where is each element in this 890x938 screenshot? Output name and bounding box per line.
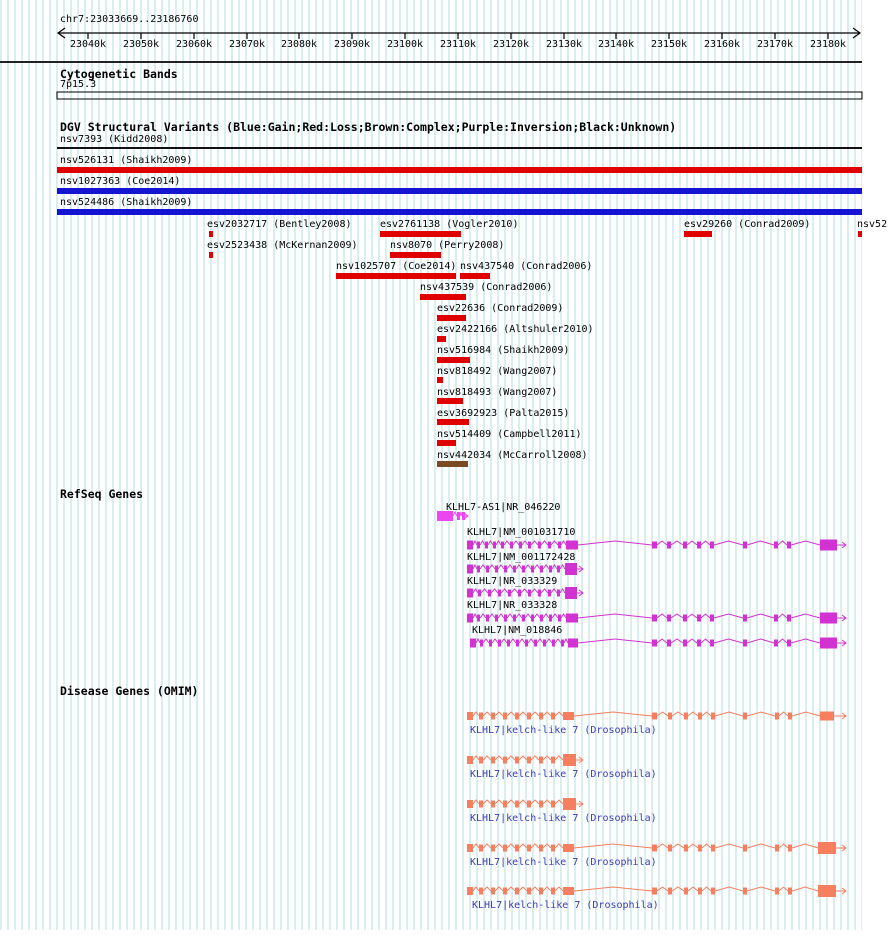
variant-bar[interactable] [437,377,443,383]
gene-glyph[interactable] [467,613,846,624]
variant-bar[interactable] [57,188,862,194]
variant-label: nsv1027363 (Coe2014) [60,176,181,187]
ruler-tick-label: 23070k [228,39,266,50]
ruler-tick-label: 23130k [545,39,583,50]
gene-label: KLHL7|kelch-like 7 (Drosophila) [470,813,657,824]
variant-bar[interactable] [380,231,461,237]
ruler-tick-label: 23160k [703,39,741,50]
variant-bar[interactable] [437,461,468,467]
variant-label: nsv514409 (Campbell2011) [437,429,582,440]
variant-label: nsv52 [857,219,888,230]
variant-label: nsv437540 (Conrad2006) [460,261,593,272]
ruler-tick-label: 23040k [69,39,107,50]
variant-label: esv29260 (Conrad2009) [684,219,811,230]
track-title-omim: Disease Genes (OMIM) [60,684,199,698]
variant-bar[interactable] [437,398,463,404]
variant-bar[interactable] [460,273,490,279]
variant-label: nsv526131 (Shaikh2009) [60,155,193,166]
variant-bar[interactable] [209,252,213,258]
variant-bar[interactable] [209,231,213,237]
ruler-tick-label: 23180k [809,39,847,50]
gene-label: KLHL7|NR_033328 [467,600,558,611]
cytoband-label: 7p15.3 [60,79,97,90]
variant-bar[interactable] [57,147,862,149]
variant-bar[interactable] [420,294,466,300]
gene-label: KLHL7|kelch-like 7 (Drosophila) [470,725,657,736]
ruler-tick-label: 23090k [333,39,371,50]
variant-bar[interactable] [437,336,446,342]
variant-bar[interactable] [57,167,862,173]
ruler-tick-label: 23150k [650,39,688,50]
variant-bar[interactable] [437,419,469,425]
gene-label: KLHL7|NR_033329 [467,576,558,587]
track-title-dgv: DGV Structural Variants (Blue:Gain;Red:Loss;Brown:Complex;Purple:Inversion;Black:Unknown) [60,120,677,134]
variant-label: esv2761138 (Vogler2010) [380,219,519,230]
variant-bar[interactable] [390,252,441,258]
gene-label: KLHL7|kelch-like 7 (Drosophila) [472,900,659,911]
variant-label: nsv524486 (Shaikh2009) [60,197,193,208]
variant-bar[interactable] [336,273,456,279]
gene-label: KLHL7|NM_001172428 [467,552,576,563]
track-title-cytobands: Cytogenetic Bands [60,67,178,81]
variant-label: nsv437539 (Conrad2006) [420,282,553,293]
variant-label: nsv516984 (Shaikh2009) [437,345,570,356]
gene-label: KLHL7|kelch-like 7 (Drosophila) [470,857,657,868]
variant-label: esv3692923 (Palta2015) [437,408,570,419]
variant-label: nsv7393 (Kidd2008) [60,134,169,145]
variant-bar[interactable] [437,440,456,446]
gene-glyph[interactable] [467,885,846,897]
section-divider [0,61,862,63]
variant-label: esv2523438 (McKernan2009) [207,240,358,251]
ruler-tick-label: 23110k [439,39,477,50]
ruler-tick-label: 23120k [492,39,530,50]
gene-glyph[interactable] [467,587,583,599]
ruler-tick-label: 23140k [597,39,635,50]
cytoband-box[interactable] [57,92,862,99]
variant-label: nsv818493 (Wang2007) [437,387,558,398]
variant-bar[interactable] [437,357,470,363]
gene-glyph[interactable] [470,638,846,649]
gene-glyph[interactable] [467,754,583,766]
variant-label: esv22636 (Conrad2009) [437,303,564,314]
ruler-tick-label: 23080k [280,39,318,50]
variant-bar[interactable] [858,231,862,237]
variant-bar[interactable] [437,315,466,321]
gene-label: KLHL7|NM_018846 [472,625,563,636]
variant-bar[interactable] [57,209,862,215]
ruler-tick-label: 23170k [756,39,794,50]
gene-glyph[interactable] [467,563,583,575]
variant-bar[interactable] [684,231,712,237]
gene-glyph[interactable] [467,540,846,551]
variant-label: nsv442034 (McCarroll2008) [437,450,588,461]
variant-label: esv2422166 (Altshuler2010) [437,324,594,335]
ruler-tick-label: 23100k [386,39,424,50]
variant-label: nsv8070 (Perry2008) [390,240,505,251]
variant-label: nsv818492 (Wang2007) [437,366,558,377]
gene-label: KLHL7-AS1|NR_046220 [446,502,561,513]
region-coordinates: chr7:23033669..23186760 [60,14,199,25]
track-title-refseq: RefSeq Genes [60,487,144,501]
gene-glyph[interactable] [467,798,583,810]
variant-label: nsv1025707 (Coe2014) [336,261,457,272]
gene-label: KLHL7|NM_001031710 [467,527,576,538]
gene-label: KLHL7|kelch-like 7 (Drosophila) [470,769,657,780]
coordinate-ruler [58,28,860,39]
variant-label: esv2032717 (Bentley2008) [207,219,352,230]
gene-glyph[interactable] [467,842,846,854]
gene-glyph[interactable] [467,712,846,721]
ruler-tick-label: 23060k [175,39,213,50]
ruler-tick-label: 23050k [122,39,160,50]
